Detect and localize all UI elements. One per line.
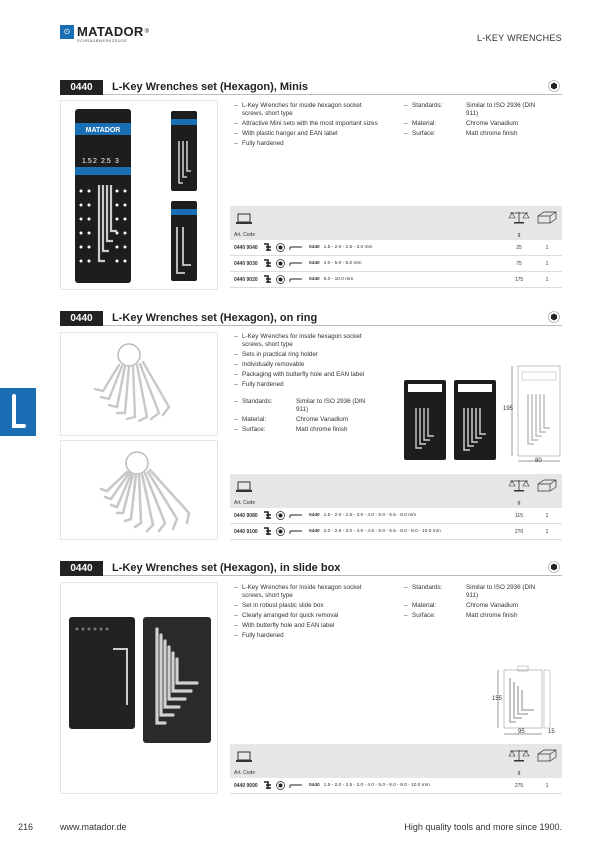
dim-width: 80 — [535, 458, 542, 464]
section-code: 0440 — [60, 561, 103, 576]
brand-mark-icon: ⊙ — [60, 25, 74, 39]
weight-value: 175 — [514, 276, 524, 283]
l-key-shape-icon — [289, 243, 303, 252]
table-header — [230, 206, 562, 240]
feature-item: – With butterfly hole and EAN label — [234, 622, 384, 630]
qty-value: 1 — [545, 782, 549, 789]
row-series: 0440 — [309, 245, 320, 250]
row-icons — [263, 527, 303, 536]
l-key-shape-icon — [289, 511, 303, 520]
sizes-desc — [309, 277, 353, 282]
spec-key: – Material: — [404, 602, 466, 610]
printer-icon — [236, 750, 252, 764]
package-icon — [536, 478, 558, 492]
row-series: 0440 — [309, 277, 320, 282]
row-sizes: 1.5 - 2.0 - 2.5 - 3.0 mm — [323, 245, 373, 250]
art-code: 0440 9080 — [234, 512, 258, 519]
section-slide-box — [60, 561, 562, 576]
hex-socket-icon — [276, 511, 285, 520]
spec-value: Similar to ISO 2936 (DIN 911) — [466, 584, 536, 599]
product-photo-ring-8 — [60, 332, 218, 436]
weight-value: 270 — [514, 528, 524, 535]
spec-key: – Standards: — [234, 398, 296, 414]
hex-socket-icon — [276, 259, 285, 268]
row-sizes: 1.5 - 2.0 - 2.5 - 3.0 - 4.0 - 5.0 - 6.0 - 8.0 - 10.0 mm — [323, 783, 430, 788]
section-on-ring — [60, 311, 562, 326]
article-table-slide-box — [230, 744, 562, 794]
feature-item: – Fully hardened — [234, 140, 384, 148]
specs-list — [234, 398, 376, 436]
hex-socket-icon — [276, 527, 285, 536]
qty-value: 1 — [545, 528, 549, 535]
spec-value: Matt chrome finish — [466, 130, 518, 137]
brand-logo: ⊙ MATADOR ® — [60, 24, 149, 39]
section-header — [60, 80, 562, 95]
spec-value: Matt chrome finish — [466, 612, 518, 619]
weight-value: 75 — [516, 260, 522, 267]
weight-value: 115 — [515, 512, 523, 519]
dim-depth: 15 — [548, 729, 555, 735]
section-minis — [60, 80, 562, 95]
section-title: L-Key Wrenches set (Hexagon), in slide box — [112, 562, 341, 574]
feature-item: – Set in robust plastic slide box — [234, 602, 384, 610]
feature-item: – Fully hardened — [234, 381, 384, 389]
feature-item: – Individually removable — [234, 361, 384, 369]
feature-item: – Packaging with butterfly hole and EAN label — [234, 371, 384, 379]
hex-socket-icon — [276, 275, 285, 284]
product-photo-minis — [60, 100, 218, 290]
sizes-desc — [309, 783, 430, 788]
feature-item: – With plastic hanger and EAN label — [234, 130, 384, 138]
product-photo-slide-box — [60, 582, 218, 794]
table-row — [230, 524, 562, 540]
dim-width: 95 — [518, 729, 525, 735]
scale-icon — [508, 210, 530, 224]
art-code: 0440 9040 — [234, 244, 258, 251]
row-sizes: 1.5 - 2.0 - 2.5 - 3.0 - 4.0 - 5.0 - 5.5 - 6.0 mm — [323, 513, 417, 518]
section-title: L-Key Wrenches set (Hexagon), on ring — [112, 312, 318, 324]
spec-value: Chrome Vanadium — [466, 120, 519, 127]
table-header — [230, 474, 562, 508]
row-icons — [263, 259, 303, 268]
hex-socket-icon — [276, 243, 285, 252]
art-code: 0440 9020 — [234, 276, 258, 283]
feature-item: – Clearly arranged for quick removal — [234, 612, 384, 620]
spec-value: Matt chrome finish — [296, 426, 348, 433]
feature-item: – L-Key Wrenches for inside hexagon socket screws, short type — [234, 333, 384, 349]
feature-item: – Attractive Mini sets with the most important sizes — [234, 120, 384, 128]
brand-subtitle: SCHRAUBWERKZEUGE — [77, 38, 128, 43]
art-code: 0440 9090 — [234, 782, 258, 789]
spec-value: Chrome Vanadium — [296, 416, 349, 423]
row-series: 0440 — [309, 513, 320, 518]
bit-icon — [263, 781, 272, 790]
unit-label: g — [517, 232, 521, 238]
features-list — [234, 102, 384, 150]
product-photo-ring-10 — [60, 440, 218, 540]
dim-height: 155 — [492, 696, 503, 702]
footer-url[interactable]: www.matador.de — [60, 822, 127, 832]
spec-key: – Material: — [234, 416, 296, 424]
row-sizes: 2.0 - 2.5 - 3.0 - 4.0 - 4.5 - 5.0 - 5.5 - 6.0 - 8.0 - 10.0 mm — [323, 529, 441, 534]
table-row — [230, 240, 562, 256]
pack-brand-text: MATADOR — [85, 127, 121, 134]
ring-set-large-image — [61, 441, 219, 541]
package-icon — [536, 210, 558, 224]
specs-list — [404, 102, 546, 140]
scale-icon — [508, 478, 530, 492]
l-key-shape-icon — [289, 781, 303, 790]
package-icon — [536, 748, 558, 762]
bit-icon — [263, 527, 272, 536]
ring-dimension-drawing — [502, 364, 562, 468]
art-code-label: Art. Code — [234, 500, 256, 506]
sizes-desc — [309, 261, 362, 266]
spec-key: – Surface: — [404, 612, 466, 620]
ring-set-image — [61, 333, 219, 437]
qty-value: 1 — [545, 244, 549, 251]
page-number: 216 — [18, 822, 34, 832]
bit-icon — [263, 243, 272, 252]
bit-icon — [263, 511, 272, 520]
row-sizes: 8.0 - 10.0 mm — [323, 277, 354, 282]
article-table-ring — [230, 474, 562, 540]
art-code: 0440 9100 — [234, 528, 258, 535]
bit-icon — [263, 259, 272, 268]
pack-size-1: 1.5 — [82, 158, 92, 165]
table-row — [230, 256, 562, 272]
row-icons — [263, 275, 303, 284]
qty-value: 1 — [545, 260, 549, 267]
slide-box-image — [61, 583, 219, 795]
table-row — [230, 272, 562, 288]
printer-icon — [236, 480, 252, 494]
spec-key: – Surface: — [404, 130, 466, 138]
section-title: L-Key Wrenches set (Hexagon), Minis — [112, 81, 309, 93]
features-list — [234, 333, 384, 391]
printer-icon — [236, 212, 252, 226]
table-row — [230, 778, 562, 794]
feature-item: – Sets in practical ring holder — [234, 351, 384, 359]
pack-size-4: 3 — [115, 158, 119, 165]
article-table-minis — [230, 206, 562, 288]
row-series: 0440 — [309, 261, 320, 266]
pack-size-3: 2.5 — [101, 158, 111, 165]
feature-item: – L-Key Wrenches for inside hexagon socket screws, short type — [234, 102, 384, 118]
feature-item: – L-Key Wrenches for inside hexagon socket screws, short type — [234, 584, 384, 600]
bit-icon — [263, 275, 272, 284]
row-icons — [263, 781, 303, 790]
feature-item: – Fully hardened — [234, 632, 384, 640]
spec-key: – Material: — [404, 120, 466, 128]
spec-value: Similar to ISO 2936 (DIN 911) — [296, 398, 366, 413]
weight-value: 25 — [516, 244, 522, 251]
spec-value: Chrome Vanadium — [466, 602, 519, 609]
l-key-icon — [0, 388, 36, 436]
features-list — [234, 584, 384, 642]
sizes-desc — [309, 529, 441, 534]
spec-key: – Surface: — [234, 426, 296, 434]
art-code-label: Art. Code — [234, 232, 256, 238]
category-title: L-KEY WRENCHES — [476, 33, 562, 43]
section-code: 0440 — [60, 311, 103, 326]
scale-icon — [508, 748, 530, 762]
l-key-shape-icon — [289, 527, 303, 536]
specs-list — [404, 584, 546, 622]
qty-value: 1 — [545, 512, 549, 519]
row-icons — [263, 511, 303, 520]
l-key-shape-icon — [289, 275, 303, 284]
hex-socket-icon — [276, 781, 285, 790]
row-series: 0440 — [309, 529, 320, 534]
sizes-desc — [309, 245, 372, 250]
art-code: 0440 9030 — [234, 260, 258, 267]
hexagon-icon — [548, 80, 560, 92]
pack-size-2: 2 — [93, 158, 97, 165]
category-side-tab — [0, 388, 36, 436]
row-icons — [263, 243, 303, 252]
footer-tagline: High quality tools and more since 1900. — [404, 822, 562, 832]
l-key-shape-icon — [289, 259, 303, 268]
hexagon-icon — [548, 311, 560, 323]
table-header — [230, 744, 562, 778]
unit-label: g — [517, 500, 521, 506]
spec-key: – Standards: — [404, 584, 466, 600]
section-header — [60, 311, 562, 326]
dim-height: 195 — [503, 406, 514, 412]
spec-value: Similar to ISO 2936 (DIN 911) — [466, 102, 536, 117]
hexagon-icon — [548, 561, 560, 573]
art-code-label: Art. Code — [234, 770, 256, 776]
section-header — [60, 561, 562, 576]
table-row — [230, 508, 562, 524]
ring-packaging-image — [402, 378, 498, 462]
row-sizes: 4.0 - 5.0 - 6.0 mm — [323, 261, 362, 266]
weight-value: 275 — [514, 782, 524, 789]
unit-label: g — [517, 770, 521, 776]
brand-name: MATADOR — [77, 24, 144, 39]
qty-value: 1 — [545, 276, 549, 283]
spec-key: – Standards: — [404, 102, 466, 118]
sizes-desc — [309, 513, 416, 518]
section-code: 0440 — [60, 80, 103, 95]
minis-pack-image — [61, 101, 219, 291]
row-series: 0440 — [309, 783, 320, 788]
